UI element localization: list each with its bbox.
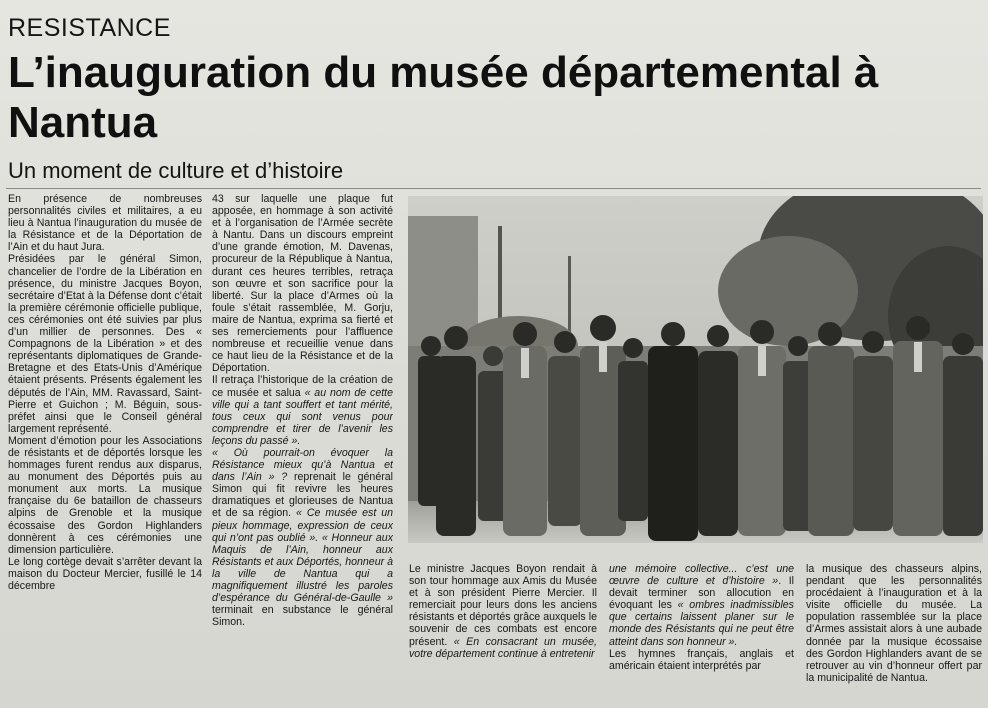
section-rubric: RESISTANCE bbox=[8, 14, 171, 42]
text-run: . Il devait terminer son allocution en évoquant les bbox=[609, 575, 794, 612]
text-column-3 bbox=[409, 563, 597, 703]
paragraph: En présence de nombreuses personnalités civiles et militaires, a eu lieu à Nantua l’inauguration du musée de la Résistance et de la Déportation de l’Ain et du haut Jura. bbox=[8, 193, 202, 254]
paragraph: Le long cortège devait s’arrêter devant la maison du Docteur Mercier, fusillé le 14 décembre bbox=[8, 555, 202, 592]
divider-rule bbox=[6, 188, 981, 189]
text-run: terminait en substance le général Simon. bbox=[212, 604, 393, 629]
paragraph: Moment d’émotion pour les Associations de résistants et de déportés lorsque les hommages furent rendus aux disparus, au monument des Déportés puis au monument aux morts. La musique française du 6e bataillon de chasseurs alpins de Grenoble et la musique écossaise des Gordon Highlanders donnèrent à ces cérémonies une dimension particulière. bbox=[8, 434, 202, 556]
quote-run: une mémoire collective... c’est une œuvre de culture et d’histoire » bbox=[609, 563, 794, 588]
paragraph: Présidées par le général Simon, chancelier de l’ordre de la Libération en présence, du ministre Jacques Boyon, secrétaire d’Etat à la Défense dont c’était la première cérémonie officielle publique, ces cérémonies ont été suivies par plus d’un millier de personnes. Des « Compagnons de la Libération » et des représentants diplomatiques de Grande-Bretagne et des Etats-Unis d’Amérique étaient présents. Présents également les députés de l’Ain, MM. Ravassard, Saint-Pierre et Guichon ; M. Béguin, sous-préfet ainsi que le Conseil général largement représenté. bbox=[8, 253, 202, 435]
paragraph bbox=[212, 374, 393, 447]
paragraph bbox=[609, 563, 794, 648]
paragraph: la musique des chasseurs alpins, pendant que les personnalités procédaient à l’inauguration et à la visite officielle du musée. La population rassemblée sur la place d’Armes assistait alors à une aubade donnée par la musique écossaise des Gordon Highlanders avant de se retrouver au vin d’honneur offert par la municipalité de Nantua. bbox=[806, 563, 982, 684]
text-run: reprenait le général Simon qui fit revivre les heures dramatiques et glorieuses de Nantua et de sa région. bbox=[212, 471, 393, 520]
article-subtitle: Un moment de culture et d’histoire bbox=[8, 158, 344, 183]
paragraph bbox=[409, 563, 597, 660]
paragraph: 43 sur laquelle une plaque fut apposée, en hommage à son activité et à l’organisation de l’Armée secrète à Nantu. Dans un discours empreint d’une grande émotion, M. Davenas, procureur de la République à Nantua, durant ces heures terribles, retraça son œuvre et son sacrifice pour la liberté. Sur la place d’Armes où la foule s’était rassemblée, M. Gorju, maire de Nantua, exprima sa fierté et ses remerciements pour l’affluence nombreuse et recueillie venue dans ce haut lieu de la Résistance et de la Déportation. bbox=[212, 193, 393, 375]
quote-run: « En consacrant un musée, votre département continue à entretenir bbox=[409, 635, 597, 660]
text-column-2 bbox=[212, 193, 393, 703]
text-run: Le ministre Jacques Boyon rendait à son tour hommage aux Amis du Musée et à son président Pierre Mercier. Il remerciait pour leurs dons les anciens résistants et déportés grâce auxquels le souvenir de ces combats est encore présent. bbox=[409, 563, 597, 648]
ceremony-photo bbox=[408, 196, 983, 543]
article-headline: L’inauguration du musée départemental à Nantua bbox=[8, 48, 879, 147]
text-column-5 bbox=[806, 563, 982, 703]
paragraph bbox=[212, 447, 393, 628]
text-run: Il retraça l’historique de la création de ce musée et salua bbox=[212, 374, 393, 399]
photo-illustration bbox=[408, 196, 983, 543]
quote-run: « Ce musée est un pieux hommage, expression de ceux qui n’ont pas oublié ». « Honneur aux Maquis de l’Ain, honneur aux Résistants et aux Déportés, honneur à la ville de Nantua qui a magnifiquement illustré les paroles d’espérance du Général-de-Gaulle » bbox=[212, 507, 393, 605]
paragraph: Les hymnes français, anglais et américain étaient interprétés par bbox=[609, 647, 794, 672]
text-column-4 bbox=[609, 563, 794, 703]
quote-run: « ombres inadmissibles que certains laissent planer sur le monde des Résistants qui ne peut être atteint dans son honneur ». bbox=[609, 599, 794, 648]
quote-run: « Où pourrait-on évoquer la Résistance mieux qu’à Nantua et dans l’Ain » ? bbox=[212, 446, 393, 484]
text-column-1 bbox=[8, 193, 202, 703]
quote-run: « au nom de cette ville qui a tant souffert et tant mérité, tous ceux qui sont venus pour comprendre et tirer de l’avenir les leçons du passé ». bbox=[212, 386, 393, 447]
